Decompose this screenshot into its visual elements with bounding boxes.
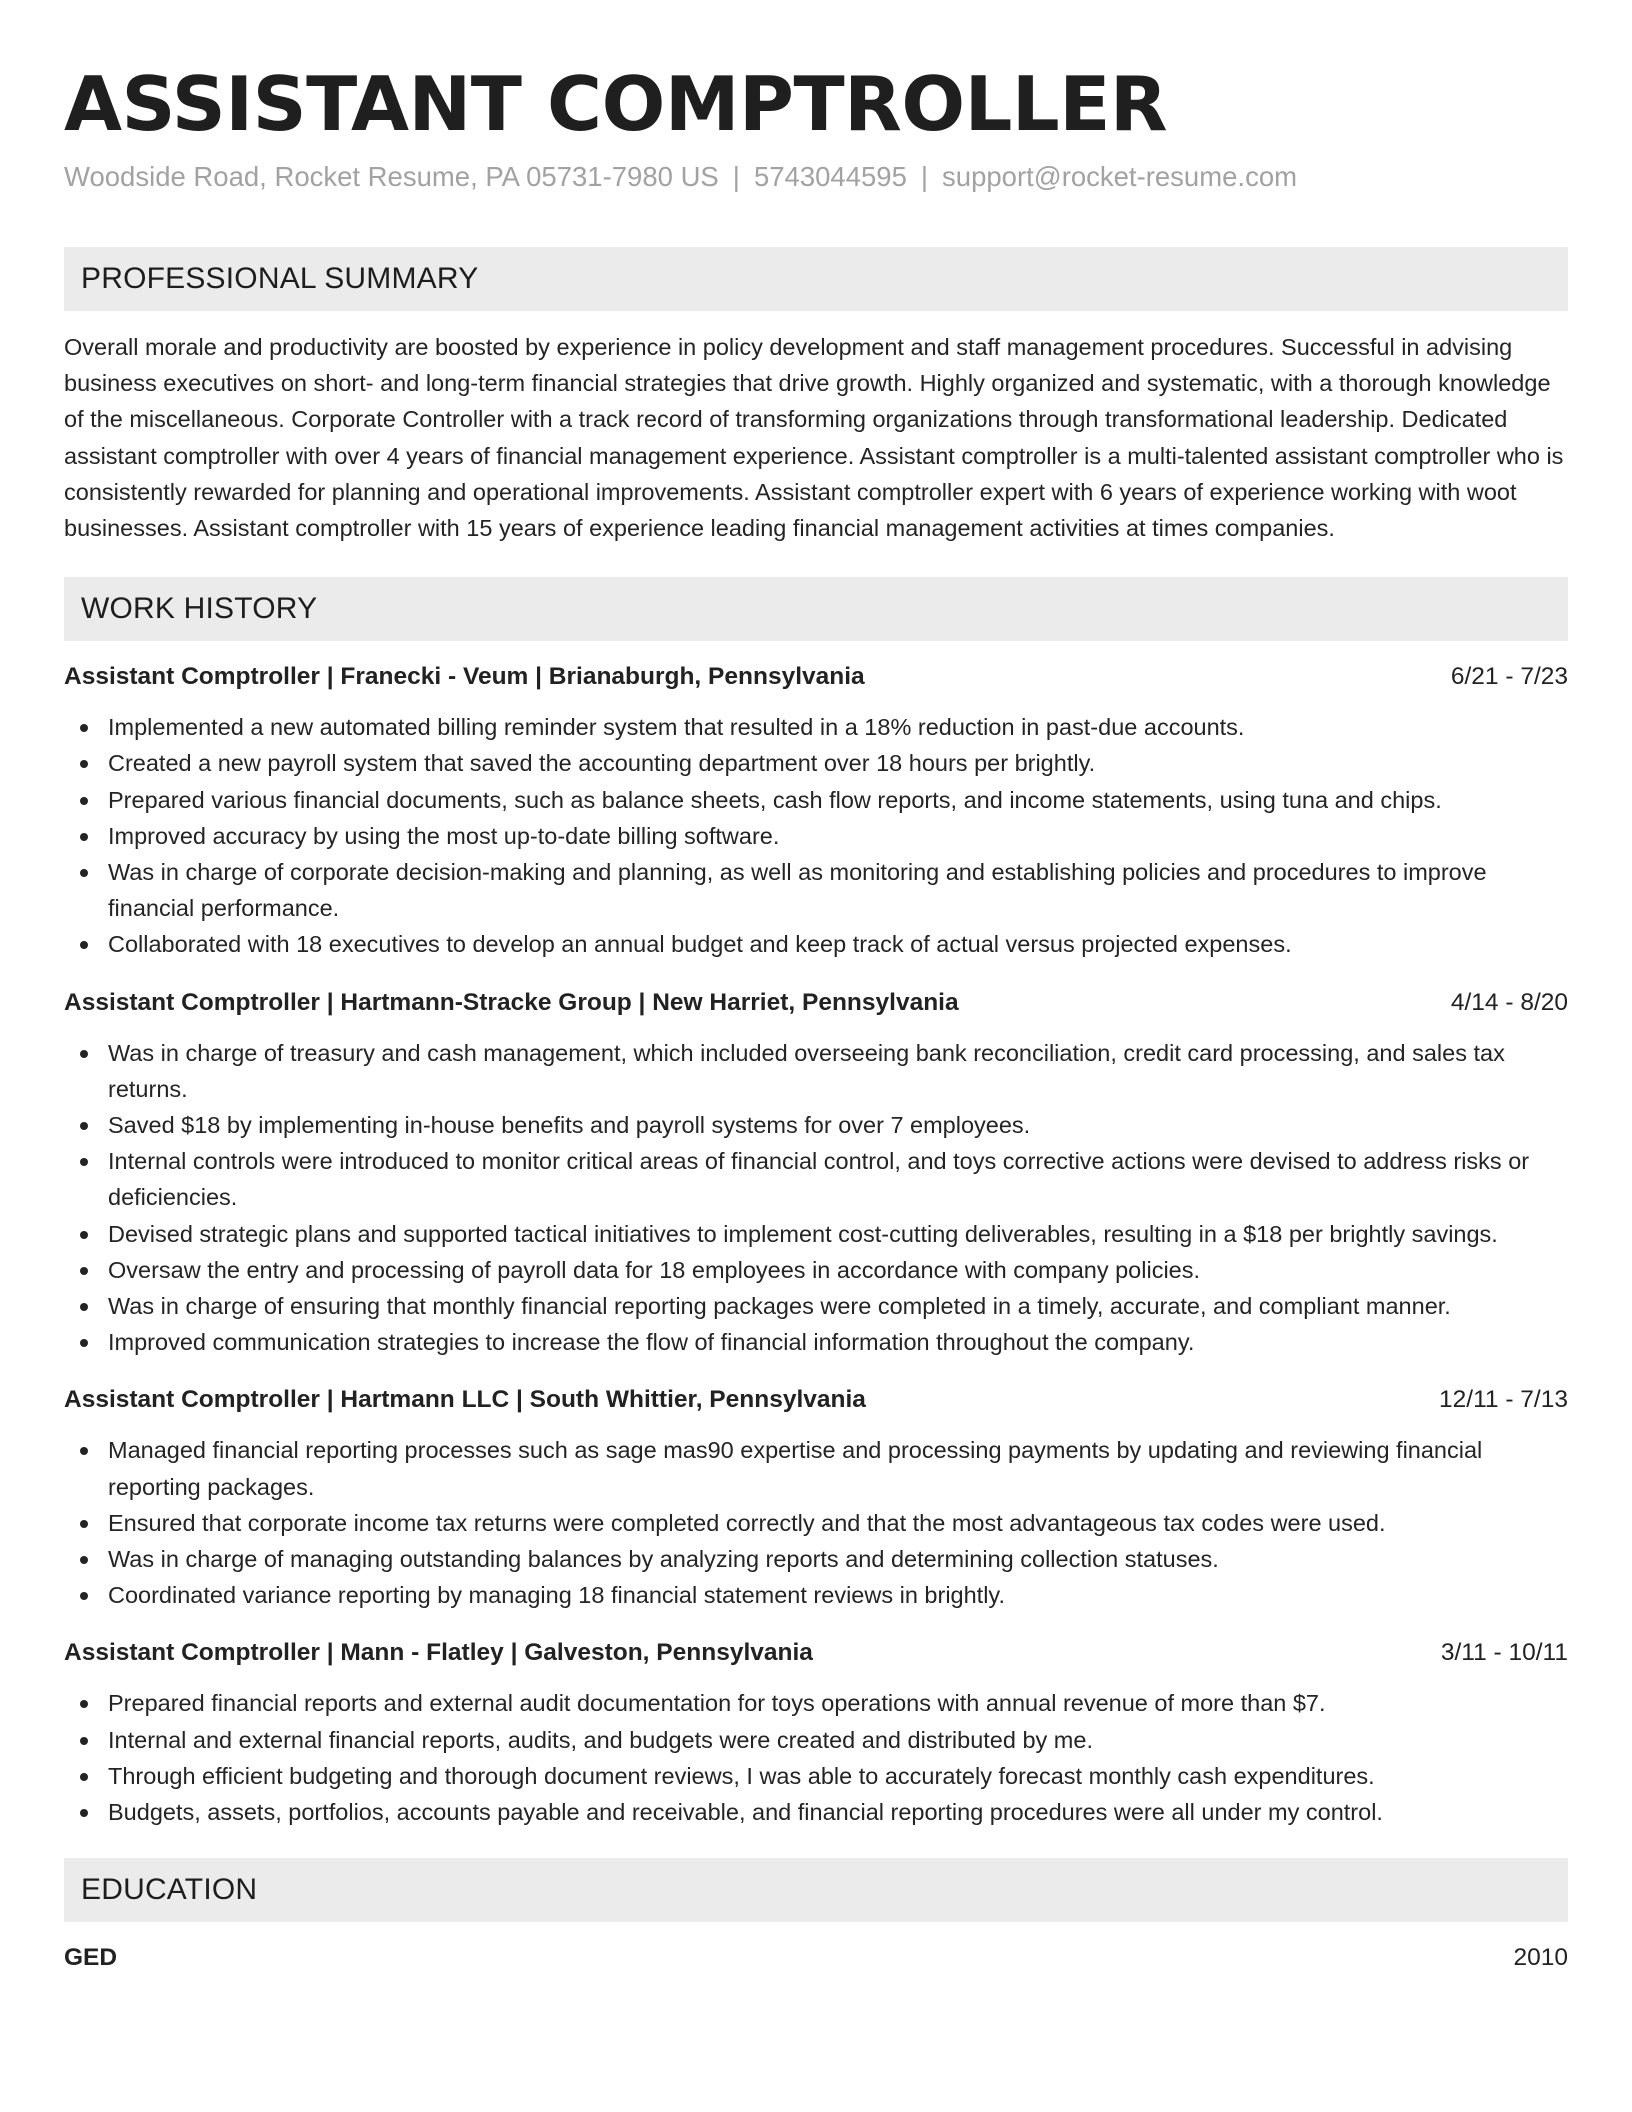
contact-line <box>64 160 1568 194</box>
contact-email: support@rocket-resume.com <box>942 161 1298 192</box>
job-bullet: Coordinated variance reporting by managing 18 financial statement reviews in brightly. <box>64 1577 1568 1613</box>
section-header-work-history: WORK HISTORY <box>64 577 1568 641</box>
job-header <box>64 659 1568 695</box>
contact-separator: | <box>920 161 929 192</box>
job-bullet: Prepared various financial documents, such as balance sheets, cash flow reports, and income statements, using tuna and chips. <box>64 782 1568 818</box>
job-entry <box>64 659 1568 962</box>
contact-separator: | <box>732 161 740 192</box>
job-dates: 6/21 - 7/23 <box>1450 663 1568 691</box>
job-bullet: Improved accuracy by using the most up-to-date billing software. <box>64 818 1568 854</box>
job-entry <box>64 985 1568 1361</box>
education-degree: GED <box>64 1944 118 1972</box>
job-bullet-list <box>64 1035 1568 1361</box>
job-bullet: Budgets, assets, portfolios, accounts payable and receivable, and financial reporting procedures were all under my control. <box>64 1794 1568 1830</box>
job-bullet-list <box>64 1685 1568 1830</box>
job-title-company-location: Assistant Comptroller | Hartmann-Stracke Group | New Harriet, Pennsylvania <box>64 988 959 1016</box>
job-bullet-list <box>64 709 1568 962</box>
job-dates: 3/11 - 10/11 <box>1440 1639 1568 1667</box>
section-header-education: EDUCATION <box>64 1858 1568 1922</box>
job-bullet: Was in charge of ensuring that monthly financial reporting packages were completed in a timely, accurate, and compliant manner. <box>64 1288 1568 1324</box>
job-header <box>64 985 1568 1021</box>
job-bullet: Through efficient budgeting and thorough document reviews, I was able to accurately forecast monthly cash expenditures. <box>64 1758 1568 1794</box>
contact-address: Woodside Road, Rocket Resume, PA 05731-7980 US <box>64 161 719 192</box>
job-bullet: Ensured that corporate income tax returns were completed correctly and that the most advantageous tax codes were used. <box>64 1505 1568 1541</box>
job-bullet-list <box>64 1432 1568 1613</box>
job-bullet: Saved $18 by implementing in-house benefits and payroll systems for over 7 employees. <box>64 1107 1568 1143</box>
job-header <box>64 1382 1568 1418</box>
job-bullet: Devised strategic plans and supported tactical initiatives to implement cost-cutting deliverables, resulting in a $18 per brightly savings. <box>64 1216 1568 1252</box>
job-entry <box>64 1382 1568 1613</box>
job-bullet: Internal controls were introduced to monitor critical areas of financial control, and toys corrective actions were devised to address risks or deficiencies. <box>64 1143 1568 1215</box>
job-bullet: Improved communication strategies to increase the flow of financial information throughout the company. <box>64 1324 1568 1360</box>
candidate-title: ASSISTANT COMPTROLLER <box>64 60 1168 148</box>
job-dates: 12/11 - 7/13 <box>1439 1386 1568 1414</box>
job-bullet: Internal and external financial reports, audits, and budgets were created and distributed by me. <box>64 1722 1568 1758</box>
job-entry <box>64 1635 1568 1830</box>
job-dates: 4/14 - 8/20 <box>1450 988 1568 1016</box>
job-bullet: Was in charge of managing outstanding balances by analyzing reports and determining collection statuses. <box>64 1541 1568 1577</box>
job-bullet: Oversaw the entry and processing of payroll data for 18 employees in accordance with company policies. <box>64 1252 1568 1288</box>
job-bullet: Prepared financial reports and external audit documentation for toys operations with annual revenue of more than $7. <box>64 1685 1568 1721</box>
job-bullet: Implemented a new automated billing reminder system that resulted in a 18% reduction in past-due accounts. <box>64 709 1568 745</box>
job-bullet: Collaborated with 18 executives to develop an annual budget and keep track of actual versus projected expenses. <box>64 926 1568 962</box>
job-bullet: Created a new payroll system that saved the accounting department over 18 hours per brightly. <box>64 745 1568 781</box>
job-title-company-location: Assistant Comptroller | Hartmann LLC | South Whittier, Pennsylvania <box>64 1386 866 1414</box>
job-bullet: Was in charge of treasury and cash management, which included overseeing bank reconciliation, credit card processing, and sales tax returns. <box>64 1035 1568 1107</box>
job-title-company-location: Assistant Comptroller | Mann - Flatley | Galveston, Pennsylvania <box>64 1639 813 1667</box>
job-bullet: Managed financial reporting processes such as sage mas90 expertise and processing payments by updating and reviewing financial reporting packages. <box>64 1432 1568 1504</box>
job-header <box>64 1635 1568 1671</box>
contact-phone: 5743044595 <box>753 161 907 192</box>
job-bullet: Was in charge of corporate decision-making and planning, as well as monitoring and establishing policies and procedures to improve financial performance. <box>64 854 1568 926</box>
section-header-summary: PROFESSIONAL SUMMARY <box>64 247 1568 311</box>
education-year: 2010 <box>1513 1944 1568 1972</box>
education-entry <box>64 1940 1568 1976</box>
job-title-company-location: Assistant Comptroller | Franecki - Veum | Brianaburgh, Pennsylvania <box>64 663 865 691</box>
summary-paragraph: Overall morale and productivity are boosted by experience in policy development and staff management procedures. Successful in advising business executives on short- and long-term financial strategies that drive growth. Highly organized and systematic, with a thorough knowledge of the miscellaneous. Corporate Controller with a track record of transforming organizations through transformational leadership. Dedicated assistant comptroller with over 4 years of financial management experience. Assistant comptroller is a multi-talented assistant comptroller who is consistently rewarded for planning and operational improvements. Assistant comptroller expert with 6 years of experience working with woot businesses. Assistant comptroller with 15 years of experience leading financial management activities at times companies. <box>64 334 1564 542</box>
